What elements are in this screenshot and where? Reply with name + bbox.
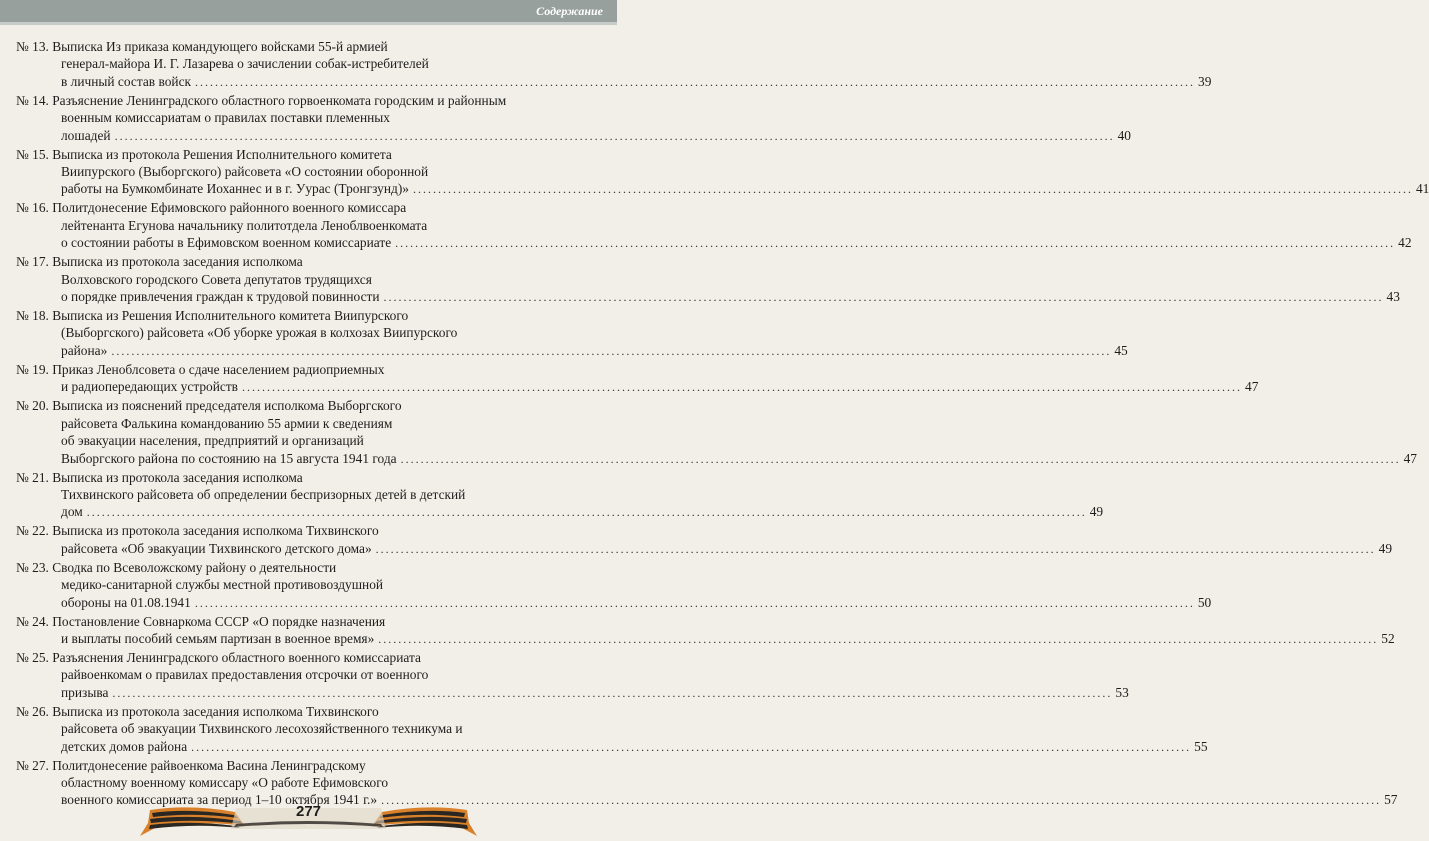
toc-entry-line: работы на Бумкомбинате Иоханнес и в г. Уурас (Тронгзунд)» [61, 181, 409, 197]
dot-leader: ........................................................................................................................................................................................................ [378, 631, 1379, 646]
toc-entry-line: № 26. Выписка из протокола заседания исполкома Тихвинского [16, 703, 379, 719]
toc-entry-line: медико-санитарной службы местной противовоздушной [61, 577, 384, 593]
dot-leader: ........................................................................................................................................................................................................ [114, 128, 1115, 143]
dot-leader: ........................................................................................................................................................................................................ [191, 739, 1192, 754]
toc-entry-line: областному военному комиссару «О работе Ефимовского [61, 774, 389, 790]
toc-page-number: 57 [1384, 792, 1398, 808]
toc-entry[interactable] [16, 307, 1128, 360]
toc-entry-line: № 24. Постановление Совнаркома СССР «О порядке назначения [16, 613, 386, 629]
dot-leader: ........................................................................................................................................................................................................ [381, 793, 1382, 808]
toc-entry-line: № 27. Политдонесение райвоенкома Васина Ленинградскому [16, 757, 366, 773]
toc-entry[interactable] [16, 146, 1429, 199]
toc-entry-line: детских домов района [61, 738, 188, 754]
toc-entry[interactable] [16, 92, 1131, 145]
toc-entry[interactable] [16, 613, 1395, 649]
dot-leader: ........................................................................................................................................................................................................ [86, 505, 1087, 520]
toc-entry-line: № 21. Выписка из протокола заседания исполкома [16, 469, 303, 485]
toc-page-number: 41 [1415, 181, 1429, 197]
running-header-title: Содержание [536, 4, 603, 18]
toc-entry-line: военным комиссариатам о правилах поставки племенных [61, 110, 390, 126]
toc-entry[interactable] [16, 559, 1212, 612]
toc-entry-line: о состоянии работы в Ефимовском военном комиссариате [61, 235, 392, 251]
toc-entry-line: № 19. Приказ Леноблсовета о сдаче населением радиоприемных [16, 361, 385, 377]
table-of-contents [16, 38, 1429, 810]
toc-entry-line: об эвакуации населения, предприятий и организаций [61, 433, 364, 449]
toc-page-number: 45 [1114, 342, 1128, 358]
toc-entry-line: военного комиссариата за период 1–10 октября 1941 г.» [61, 792, 378, 808]
toc-entry[interactable] [16, 199, 1412, 252]
toc-entry-line: № 20. Выписка из пояснений председателя исполкома Выборгского [16, 398, 402, 414]
toc-entry-line: в личный состав войск [61, 73, 192, 89]
toc-entry-line: № 16. Политдонесение Ефимовского районного военного комиссара [16, 200, 407, 216]
toc-page-number: 50 [1197, 594, 1212, 610]
toc-entry-line: № 13. Выписка Из приказа командующего войсками 55-й армией [16, 39, 388, 54]
toc-entry-line: № 25. Разъяснения Ленинградского областного военного комиссариата [16, 649, 421, 665]
toc-entry-line: и выплаты пособий семьям партизан в военное время» [61, 630, 375, 646]
dot-leader: ........................................................................................................................................................................................................ [111, 343, 1112, 358]
toc-entry-line: № 15. Выписка из протокола Решения Исполнительного комитета [16, 146, 392, 162]
toc-page-number: 39 [1198, 73, 1212, 89]
toc-entry-line: лошадей [61, 127, 111, 143]
dot-leader: ........................................................................................................................................................................................................ [112, 685, 1113, 700]
toc-page-number: 52 [1381, 630, 1395, 646]
dot-leader: ........................................................................................................................................................................................................ [375, 541, 1376, 556]
toc-page-number: 49 [1378, 540, 1393, 556]
header-rule [0, 22, 617, 25]
toc-entry[interactable] [16, 649, 1129, 702]
toc-entry-line: Волховского городского Совета депутатов трудящихся [61, 271, 372, 287]
toc-entry-line: о порядке привлечения граждан к трудовой повинности [61, 289, 380, 305]
toc-entry-line: райсовета Фалькина командованию 55 армии к сведениям [61, 415, 393, 431]
toc-page-number: 47 [1403, 450, 1417, 466]
toc-entry-line: лейтенанта Егунова начальнику политотдела Леноблвоенкомата [61, 217, 428, 233]
toc-entry[interactable] [16, 703, 1208, 756]
toc-entry-line: № 14. Разъяснение Ленинградского областного горвоенкоматa городским и районным [16, 92, 507, 108]
header-band [0, 0, 617, 22]
toc-entry-line: Тихвинского райсовета об определении беспризорных детей в детский [61, 486, 466, 502]
dot-leader: ........................................................................................................................................................................................................ [395, 236, 1396, 251]
toc-entry[interactable] [16, 522, 1393, 558]
toc-entry-line: Виипурского (Выборгского) райсовета «О состоянии оборонной [61, 164, 429, 180]
toc-entry-line: Выборгского района по состоянию на 15 августа 1941 года [61, 450, 397, 466]
toc-entry-line: обороны на 01.08.1941 [61, 594, 191, 610]
toc-page-number: 55 [1194, 738, 1208, 754]
toc-entry[interactable] [16, 469, 1104, 522]
toc-page-number: 53 [1115, 684, 1129, 700]
toc-entry[interactable] [16, 361, 1259, 397]
toc-entry-line: райсовета об эвакуации Тихвинского лесохозяйственного техникума и [61, 721, 463, 737]
toc-entry-line: генерал-майора И. Г. Лазарева о зачислении собак-истребителей [61, 56, 429, 72]
toc-entry-line: района» [61, 342, 108, 358]
dot-leader: ........................................................................................................................................................................................................ [194, 595, 1195, 610]
dot-leader: ........................................................................................................................................................................................................ [412, 182, 1413, 197]
toc-page-number: 42 [1398, 235, 1412, 251]
toc-entry[interactable] [16, 397, 1417, 468]
toc-entry[interactable] [16, 253, 1400, 306]
toc-entry-line: райсовета «Об эвакуации Тихвинского детского дома» [61, 540, 372, 556]
toc-entry-line: (Выборгского) райсовета «Об уборке урожая в колхозах Виипурского [61, 325, 458, 341]
toc-entry-line: № 22. Выписка из протокола заседания исполкома Тихвинского [16, 523, 379, 539]
dot-leader: ........................................................................................................................................................................................................ [383, 290, 1384, 305]
toc-page-number: 40 [1117, 127, 1131, 143]
dot-leader: ........................................................................................................................................................................................................ [195, 74, 1196, 89]
toc-entry-line: № 17. Выписка из протокола заседания исполкома [16, 254, 303, 270]
toc-page-number: 49 [1089, 504, 1104, 520]
toc-entry-line: дом [61, 504, 83, 520]
toc-entry-line: райвоенкомам о правилах предоставления отсрочки от военного [61, 667, 429, 683]
toc-entry-line: и радиопередающих устройств [61, 379, 239, 395]
toc-entry-line: № 23. Сводка по Всеволожскому району о деятельности [16, 559, 337, 575]
toc-entry[interactable] [16, 38, 1212, 91]
toc-page-number: 47 [1245, 379, 1259, 395]
toc-page-number: 43 [1386, 289, 1400, 305]
dot-leader: ........................................................................................................................................................................................................ [400, 451, 1401, 466]
page-number: 277 [295, 803, 322, 820]
toc-entry-line: призыва [61, 684, 109, 700]
dot-leader: ........................................................................................................................................................................................................ [242, 380, 1243, 395]
toc-entry-line: № 18. Выписка из Решения Исполнительного комитета Виипурского [16, 308, 409, 324]
